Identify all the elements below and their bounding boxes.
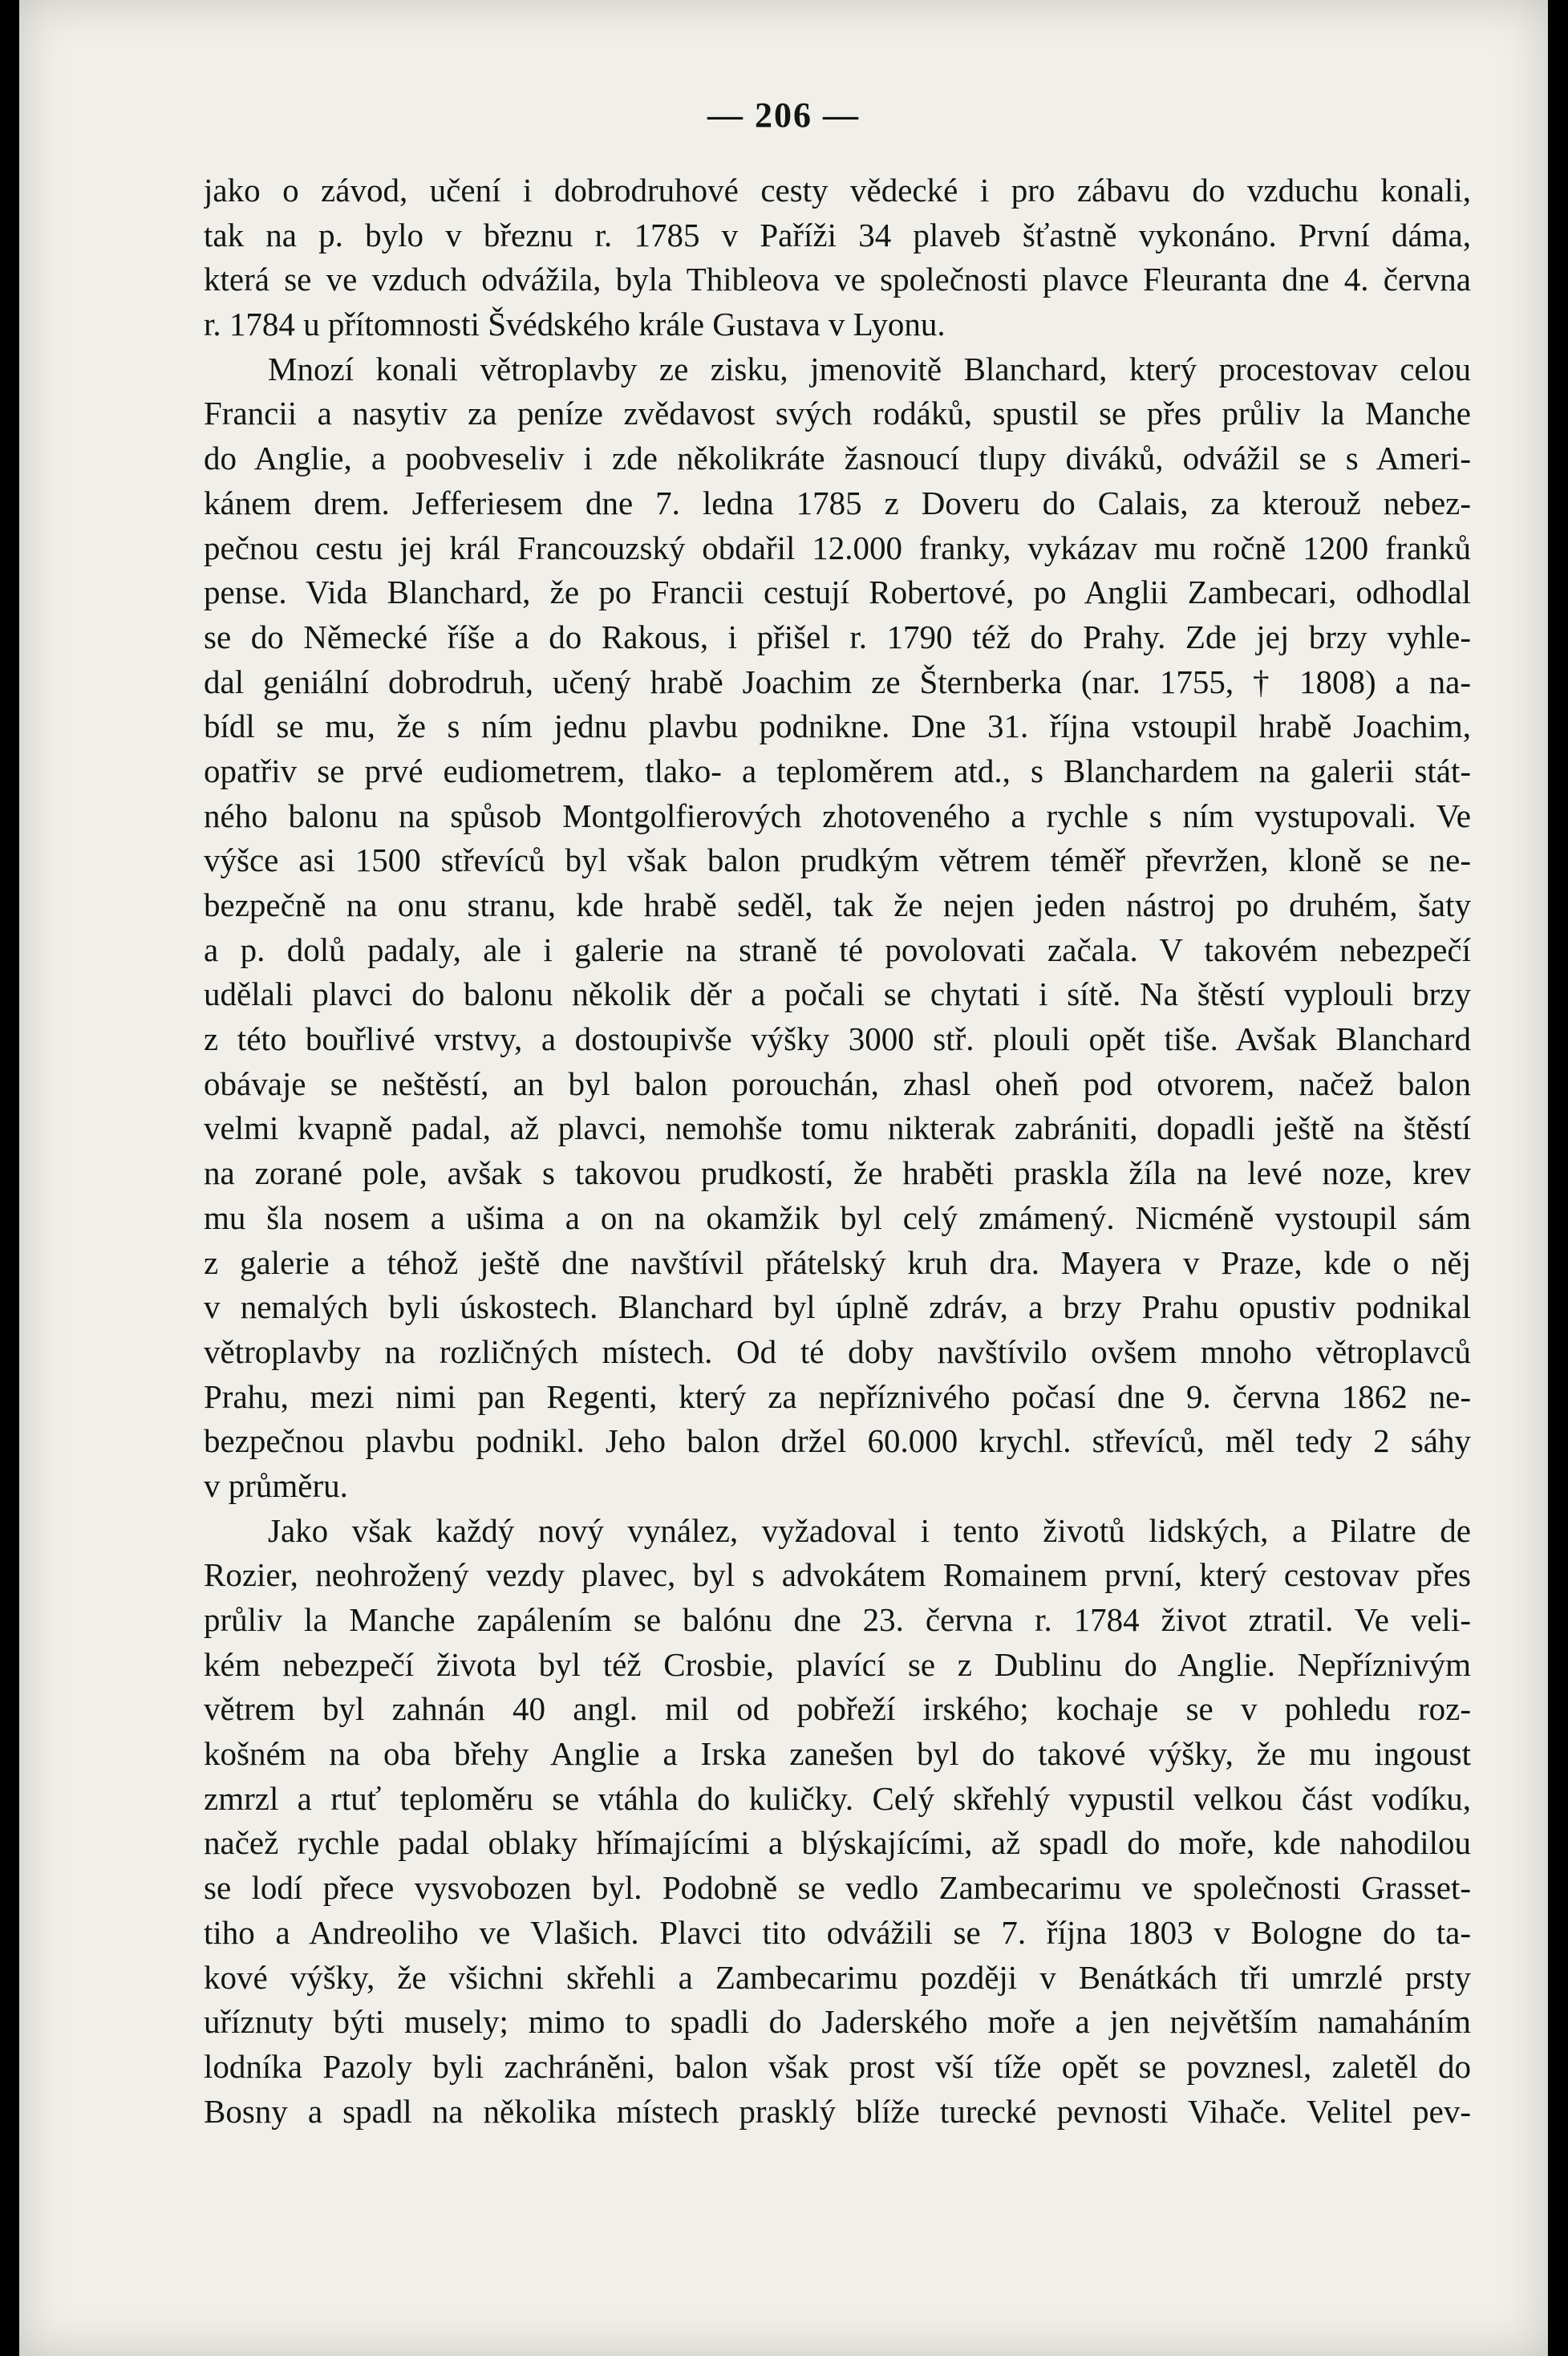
text-line: uříznuty býti musely; mimo to spadli do Jaderského moře a jen největším namaháním <box>204 2003 1471 2041</box>
text-line: na zorané pole, avšak s takovou prudkostí, že hraběti praskla žíla na levé noze, krev <box>204 1154 1471 1192</box>
text-line: v nemalých byli úskostech. Blanchard byl úplně zdráv, a brzy Prahu opustiv podnikal <box>204 1288 1471 1326</box>
text-line: lodníka Pazoly byli zachráněni, balon však prost vší tíže opět se povznesl, zaletěl do <box>204 2047 1471 2085</box>
text-line: kové výšky, že všichni skřehli a Zambecarimu později v Benátkách tři umrzlé prsty <box>204 1958 1471 1996</box>
text-line: udělali plavci do balonu několik děr a počali se chytati i sítě. Na štěstí vyplouli brzy <box>204 975 1471 1013</box>
text-line: ného balonu na spůsob Montgolfierových zhotoveného a rychle s ním vystupovali. Ve <box>204 797 1471 834</box>
text-line: a p. dolů padaly, ale i galerie na straně té povolovati začala. V takovém nebezpečí <box>204 931 1471 968</box>
text-line: tak na p. bylo v březnu r. 1785 v Paříži 34 plaveb šťastně vykonáno. První dáma, <box>204 216 1471 253</box>
text-line: košném na oba břehy Anglie a Irska zanešen byl do takové výšky, že mu ingoust <box>204 1735 1471 1773</box>
text-line: kánem drem. Jefferiesem dne 7. ledna 1785 z Doveru do Calais, za kterouž nebez- <box>204 484 1471 521</box>
text-line: pečnou cestu jej král Francouzský obdařil 12.000 franky, vykázav mu ročně 1200 franků <box>204 529 1471 566</box>
text-line: opatřiv se prvé eudiometrem, tlako- a teploměrem atd., s Blanchardem na galerii stát- <box>204 752 1471 789</box>
text-line: kém nebezpečí života byl též Crosbie, plavící se z Dublinu do Anglie. Nepříznivým <box>204 1645 1471 1683</box>
text-line: Rozier, neohrožený vezdy plavec, byl s advokátem Romainem první, který cestovav přes <box>204 1556 1471 1594</box>
text-line: Mnozí konali větroplavby ze zisku, jmenovitě Blanchard, který procestovav celou <box>268 350 1471 387</box>
text-line: větrem byl zahnán 40 angl. mil od pobřeží irského; kochaje se v pohledu roz- <box>204 1690 1471 1728</box>
text-line: mu šla nosem a ušima a on na okamžik byl celý zmámený. Nicméně vystoupil sám <box>204 1198 1471 1236</box>
book-page <box>19 0 1548 2356</box>
page-number: — 206 — <box>707 95 860 135</box>
text-line: bídl se mu, že s ním jednu plavbu podnikne. Dne 31. října vstoupil hrabě Joachim, <box>204 708 1471 745</box>
text-line: bezpečně na onu stranu, kde hrabě seděl, tak že nejen jeden nástroj po druhém, šaty <box>204 886 1471 923</box>
text-line: větroplavby na rozličných místech. Od té doby navštívilo ovšem mnoho větroplavců <box>204 1332 1471 1370</box>
text-line: se do Německé říše a do Rakous, i přišel r. 1790 též do Prahy. Zde jej brzy vyhle- <box>204 618 1471 655</box>
text-line: Prahu, mezi nimi pan Regenti, který za nepříznivého počasí dne 9. června 1862 ne- <box>204 1377 1471 1415</box>
text-line: která se ve vzduch odvážila, byla Thibleova ve společnosti plavce Fleuranta dne 4. června <box>204 261 1471 298</box>
text-line: obávaje se neštěstí, an byl balon porouchán, zhasl oheň pod otvorem, načež balon <box>204 1064 1471 1102</box>
text-line: jako o závod, učení i dobrodruhové cesty vědecké i pro zábavu do vzduchu konali, <box>204 172 1471 209</box>
text-line: se lodí přece vysvobozen byl. Podobně se vedlo Zambecarimu ve společnosti Grasset- <box>204 1869 1471 1907</box>
text-line: Jako však každý nový vynález, vyžadoval i tento životů lidských, a Pilatre de <box>268 1511 1471 1549</box>
text-line: Francii a nasytiv za peníze zvědavost svých rodáků, spustil se přes průliv la Manche <box>204 395 1471 432</box>
text-line: zmrzl a rtuť teploměru se vtáhla do kuličky. Celý skřehlý vypustil velkou část vodíku, <box>204 1779 1471 1817</box>
text-line: Bosny a spadl na několika místech prasklý blíže turecké pevnosti Vihače. Velitel pev- <box>204 2092 1471 2130</box>
text-line: bezpečnou plavbu podnikl. Jeho balon držel 60.000 krychl. střevíců, měl tedy 2 sáhy <box>204 1422 1471 1460</box>
text-line: průliv la Manche zapálením se balónu dne 23. června r. 1784 život ztratil. Ve veli- <box>204 1601 1471 1638</box>
text-line: pense. Vida Blanchard, že po Francii cestují Robertové, po Anglii Zambecari, odhodlal <box>204 574 1471 611</box>
text-line: výšce asi 1500 střevíců byl však balon prudkým větrem téměř převržen, kloně se ne- <box>204 841 1471 879</box>
body-text <box>204 168 1471 2134</box>
text-line: tiho a Andreoliho ve Vlašich. Plavci tito odvážili se 7. října 1803 v Bologne do ta- <box>204 1913 1471 1951</box>
text-line: do Anglie, a poobveseliv i zde několikráte žasnoucí tlupy diváků, odvážil se s Ameri- <box>204 440 1471 477</box>
text-line: načež rychle padal oblaky hřímajícími a blýskajícími, až spadl do moře, kde nahodilou <box>204 1824 1471 1862</box>
text-line: velmi kvapně padal, až plavci, nemohše tomu nikterak zabrániti, dopadli ještě na štěstí <box>204 1109 1471 1147</box>
text-line: z této bouřlivé vrstvy, a dostoupivše výšky 3000 stř. plouli opět tiše. Avšak Blanchard <box>204 1020 1471 1058</box>
text-line: z galerie a téhož ještě dne navštívil přátelský kruh dra. Mayera v Praze, kde o něj <box>204 1243 1471 1281</box>
text-line: dal geniální dobrodruh, učený hrabě Joachim ze Šternberka (nar. 1755, † 1808) a na- <box>204 663 1471 700</box>
text-line: r. 1784 u přítomnosti Švédského krále Gustava v Lyonu. <box>204 306 946 343</box>
text-line: v průměru. <box>204 1466 348 1504</box>
